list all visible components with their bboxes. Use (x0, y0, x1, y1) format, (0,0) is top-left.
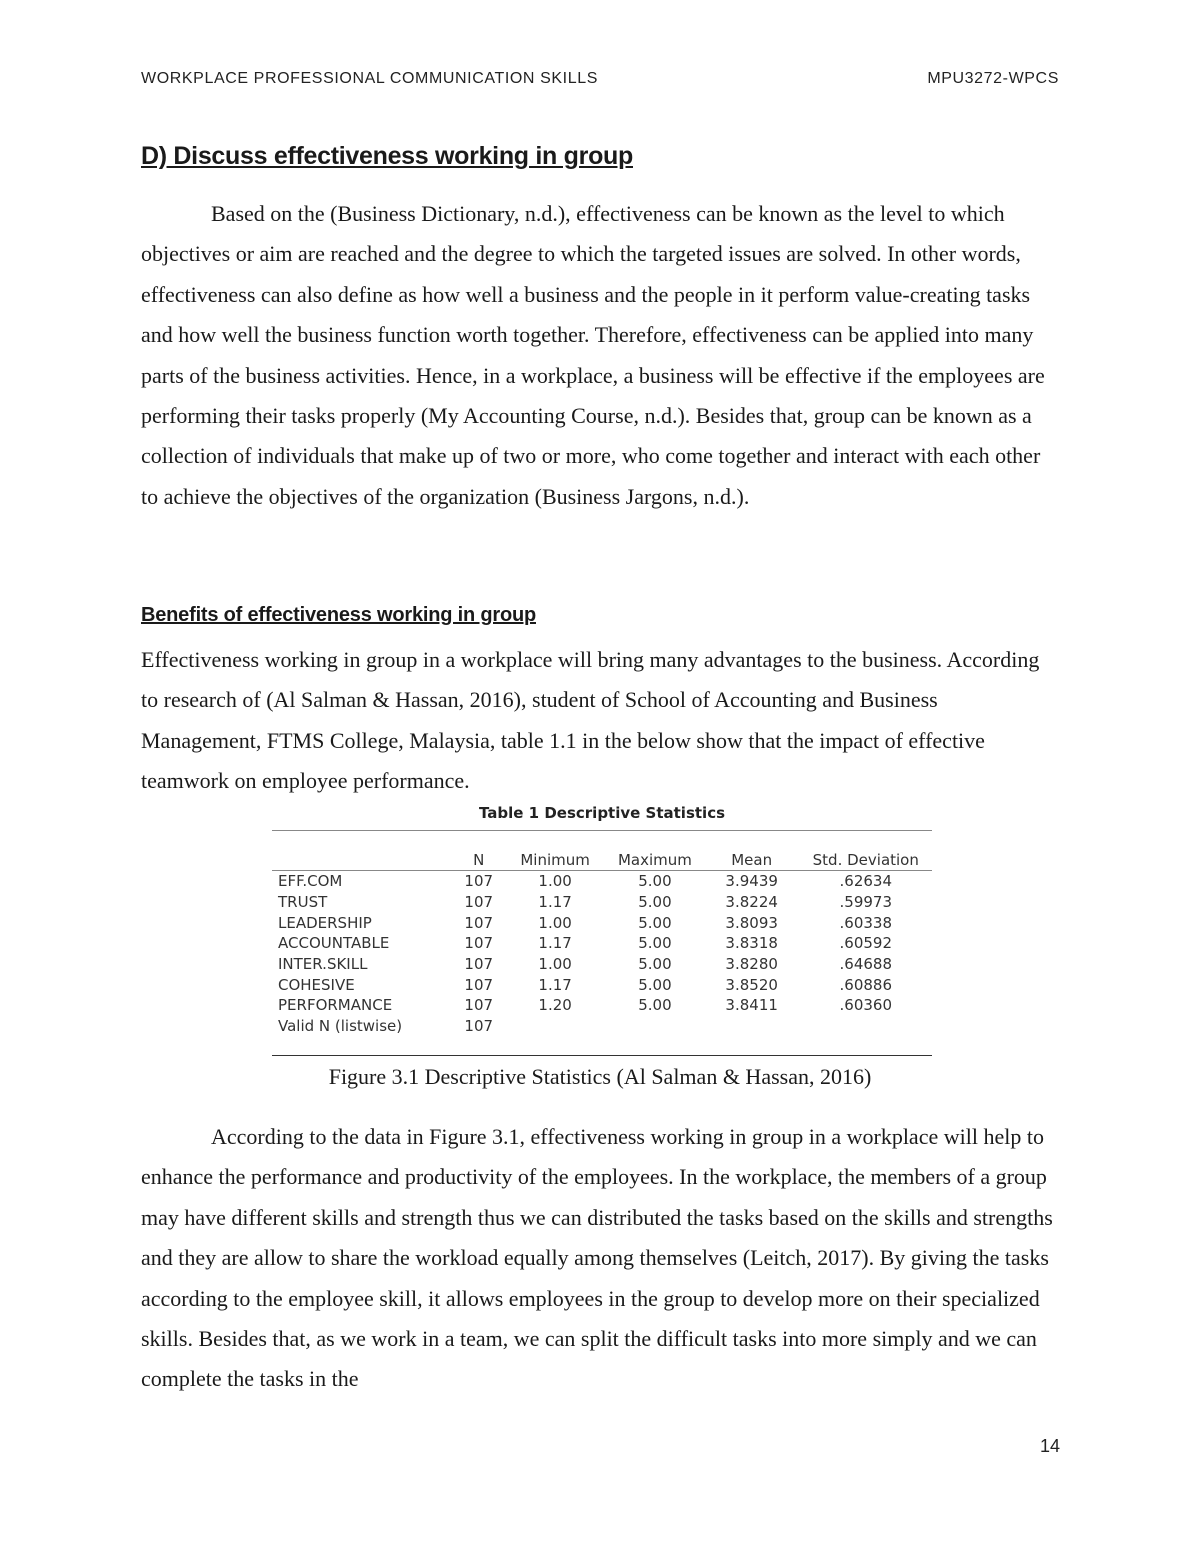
table-cell: 1.17 (538, 975, 572, 994)
table-cell: INTER.SKILL (278, 955, 368, 974)
descriptive-statistics-figure (272, 804, 932, 1056)
table-cell: PERFORMANCE (278, 996, 393, 1015)
table-row (272, 871, 932, 892)
table-cell: 107 (464, 934, 494, 953)
running-header (141, 70, 1059, 88)
section-heading: D) Discuss effectiveness working in group (141, 142, 633, 170)
table-row (272, 892, 932, 913)
figure-caption: Figure 3.1 Descriptive Statistics (Al Salman & Hassan, 2016) (328, 1064, 872, 1089)
table-row (272, 954, 932, 975)
table-cell: 5.00 (638, 872, 672, 891)
table-row (272, 995, 932, 1016)
table-cell: .60338 (839, 913, 893, 932)
table-cell: 3.8520 (725, 975, 778, 994)
table-cell: 5.00 (638, 893, 672, 912)
table-cell: 107 (464, 955, 494, 974)
page-number: 14 (1039, 1436, 1060, 1456)
benefits-heading: Benefits of effectiveness working in group (141, 604, 536, 626)
table-cell: 5.00 (638, 913, 672, 932)
column-header: Mean (704, 831, 800, 871)
table-row (272, 974, 932, 995)
table-cell: 5.00 (638, 955, 672, 974)
table-cell: 107 (464, 996, 494, 1015)
table-cell: 1.17 (538, 893, 572, 912)
table-cell: 107 (464, 1017, 494, 1036)
table-cell: COHESIVE (278, 975, 355, 994)
descriptive-statistics-table (272, 831, 932, 1037)
table-cell: 107 (464, 893, 494, 912)
table-cell: 3.8280 (725, 955, 778, 974)
table-cell: 5.00 (638, 934, 672, 953)
column-header: Std. Deviation (800, 831, 932, 871)
table-cell: EFF.COM (278, 872, 343, 891)
table-cell: 3.8411 (725, 996, 778, 1015)
table-cell: .64688 (839, 955, 893, 974)
table-row (272, 933, 932, 954)
discussion-paragraph: According to the data in Figure 3.1, effectiveness working in group in a workplace will help to enhance the performance and productivity of the employees. In the workplace, the members of a group may have different skills and strength thus we can distributed the tasks based on the skills and strengths and they are allow to share the workload equally among themselves (Leitch, 2017). By giving the tasks according to the employee skill, it allows employees in the group to develop more on their specialized skills. Besides that, as we work in a team, we can split the difficult tasks into more simply and we can complete the tasks in the (141, 1124, 1053, 1392)
table-cell: LEADERSHIP (278, 913, 372, 932)
table-row (272, 1016, 932, 1037)
table-cell: Valid N (listwise) (278, 1017, 403, 1036)
table-cell: 3.8224 (725, 893, 778, 912)
table-cell: .60360 (839, 996, 893, 1015)
table-body (272, 871, 932, 1037)
table-cell (800, 1016, 932, 1037)
table-cell: 1.00 (538, 955, 572, 974)
table-cell: 1.20 (538, 996, 572, 1015)
table-cell (504, 1016, 606, 1037)
table-cell: .59973 (839, 893, 893, 912)
table-cell (606, 1016, 704, 1037)
table-cell: 3.8093 (725, 913, 778, 932)
table-cell: 1.17 (538, 934, 572, 953)
table-cell: 3.8318 (725, 934, 778, 953)
column-header: N (453, 831, 504, 871)
table-cell: 5.00 (638, 975, 672, 994)
table-cell: 1.00 (538, 872, 572, 891)
table-cell: TRUST (278, 893, 328, 912)
table-cell: 1.00 (538, 913, 572, 932)
column-header: Minimum (504, 831, 606, 871)
column-header (272, 831, 453, 871)
table-cell: .62634 (839, 872, 893, 891)
benefits-paragraph: Effectiveness working in group in a workplace will bring many advantages to the business. According to research of (Al Salman & Hassan, 2016), student of School of Accounting and Business Management, FTMS College, Malaysia, table 1.1 in the below show that the impact of effective teamwork on employee performance. (141, 647, 1040, 794)
header-course-code: MPU3272-WPCS (927, 70, 1059, 87)
table-title: Table 1 Descriptive Statistics (478, 804, 726, 822)
table-cell: ACCOUNTABLE (278, 934, 390, 953)
table-cell: 107 (464, 872, 494, 891)
table-bottom-rule (272, 1055, 932, 1056)
table-cell: 3.9439 (725, 872, 778, 891)
table-cell: .60886 (839, 975, 893, 994)
header-course-title: WORKPLACE PROFESSIONAL COMMUNICATION SKILLS (141, 70, 598, 87)
table-cell (704, 1016, 800, 1037)
table-header-row (272, 831, 932, 871)
table-cell: 107 (464, 913, 494, 932)
table-row (272, 912, 932, 933)
intro-paragraph: Based on the (Business Dictionary, n.d.), effectiveness can be known as the level to which objectives or aim are reached and the degree to which the targeted issues are solved. In other words, effectiveness can also define as how well a business and the people in it perform value-creating tasks and how well the business function worth together. Therefore, effectiveness can be applied into many parts of the business activities. Hence, in a workplace, a business will be effective if the employees are performing their tasks properly (My Accounting Course, n.d.). Besides that, group can be known as a collection of individuals that make up of two or more, who come together and interact with each other to achieve the objectives of the organization (Business Jargons, n.d.). (141, 201, 1045, 509)
table-cell: .60592 (839, 934, 893, 953)
table-cell: 5.00 (638, 996, 672, 1015)
table-cell: 107 (464, 975, 494, 994)
column-header: Maximum (606, 831, 704, 871)
